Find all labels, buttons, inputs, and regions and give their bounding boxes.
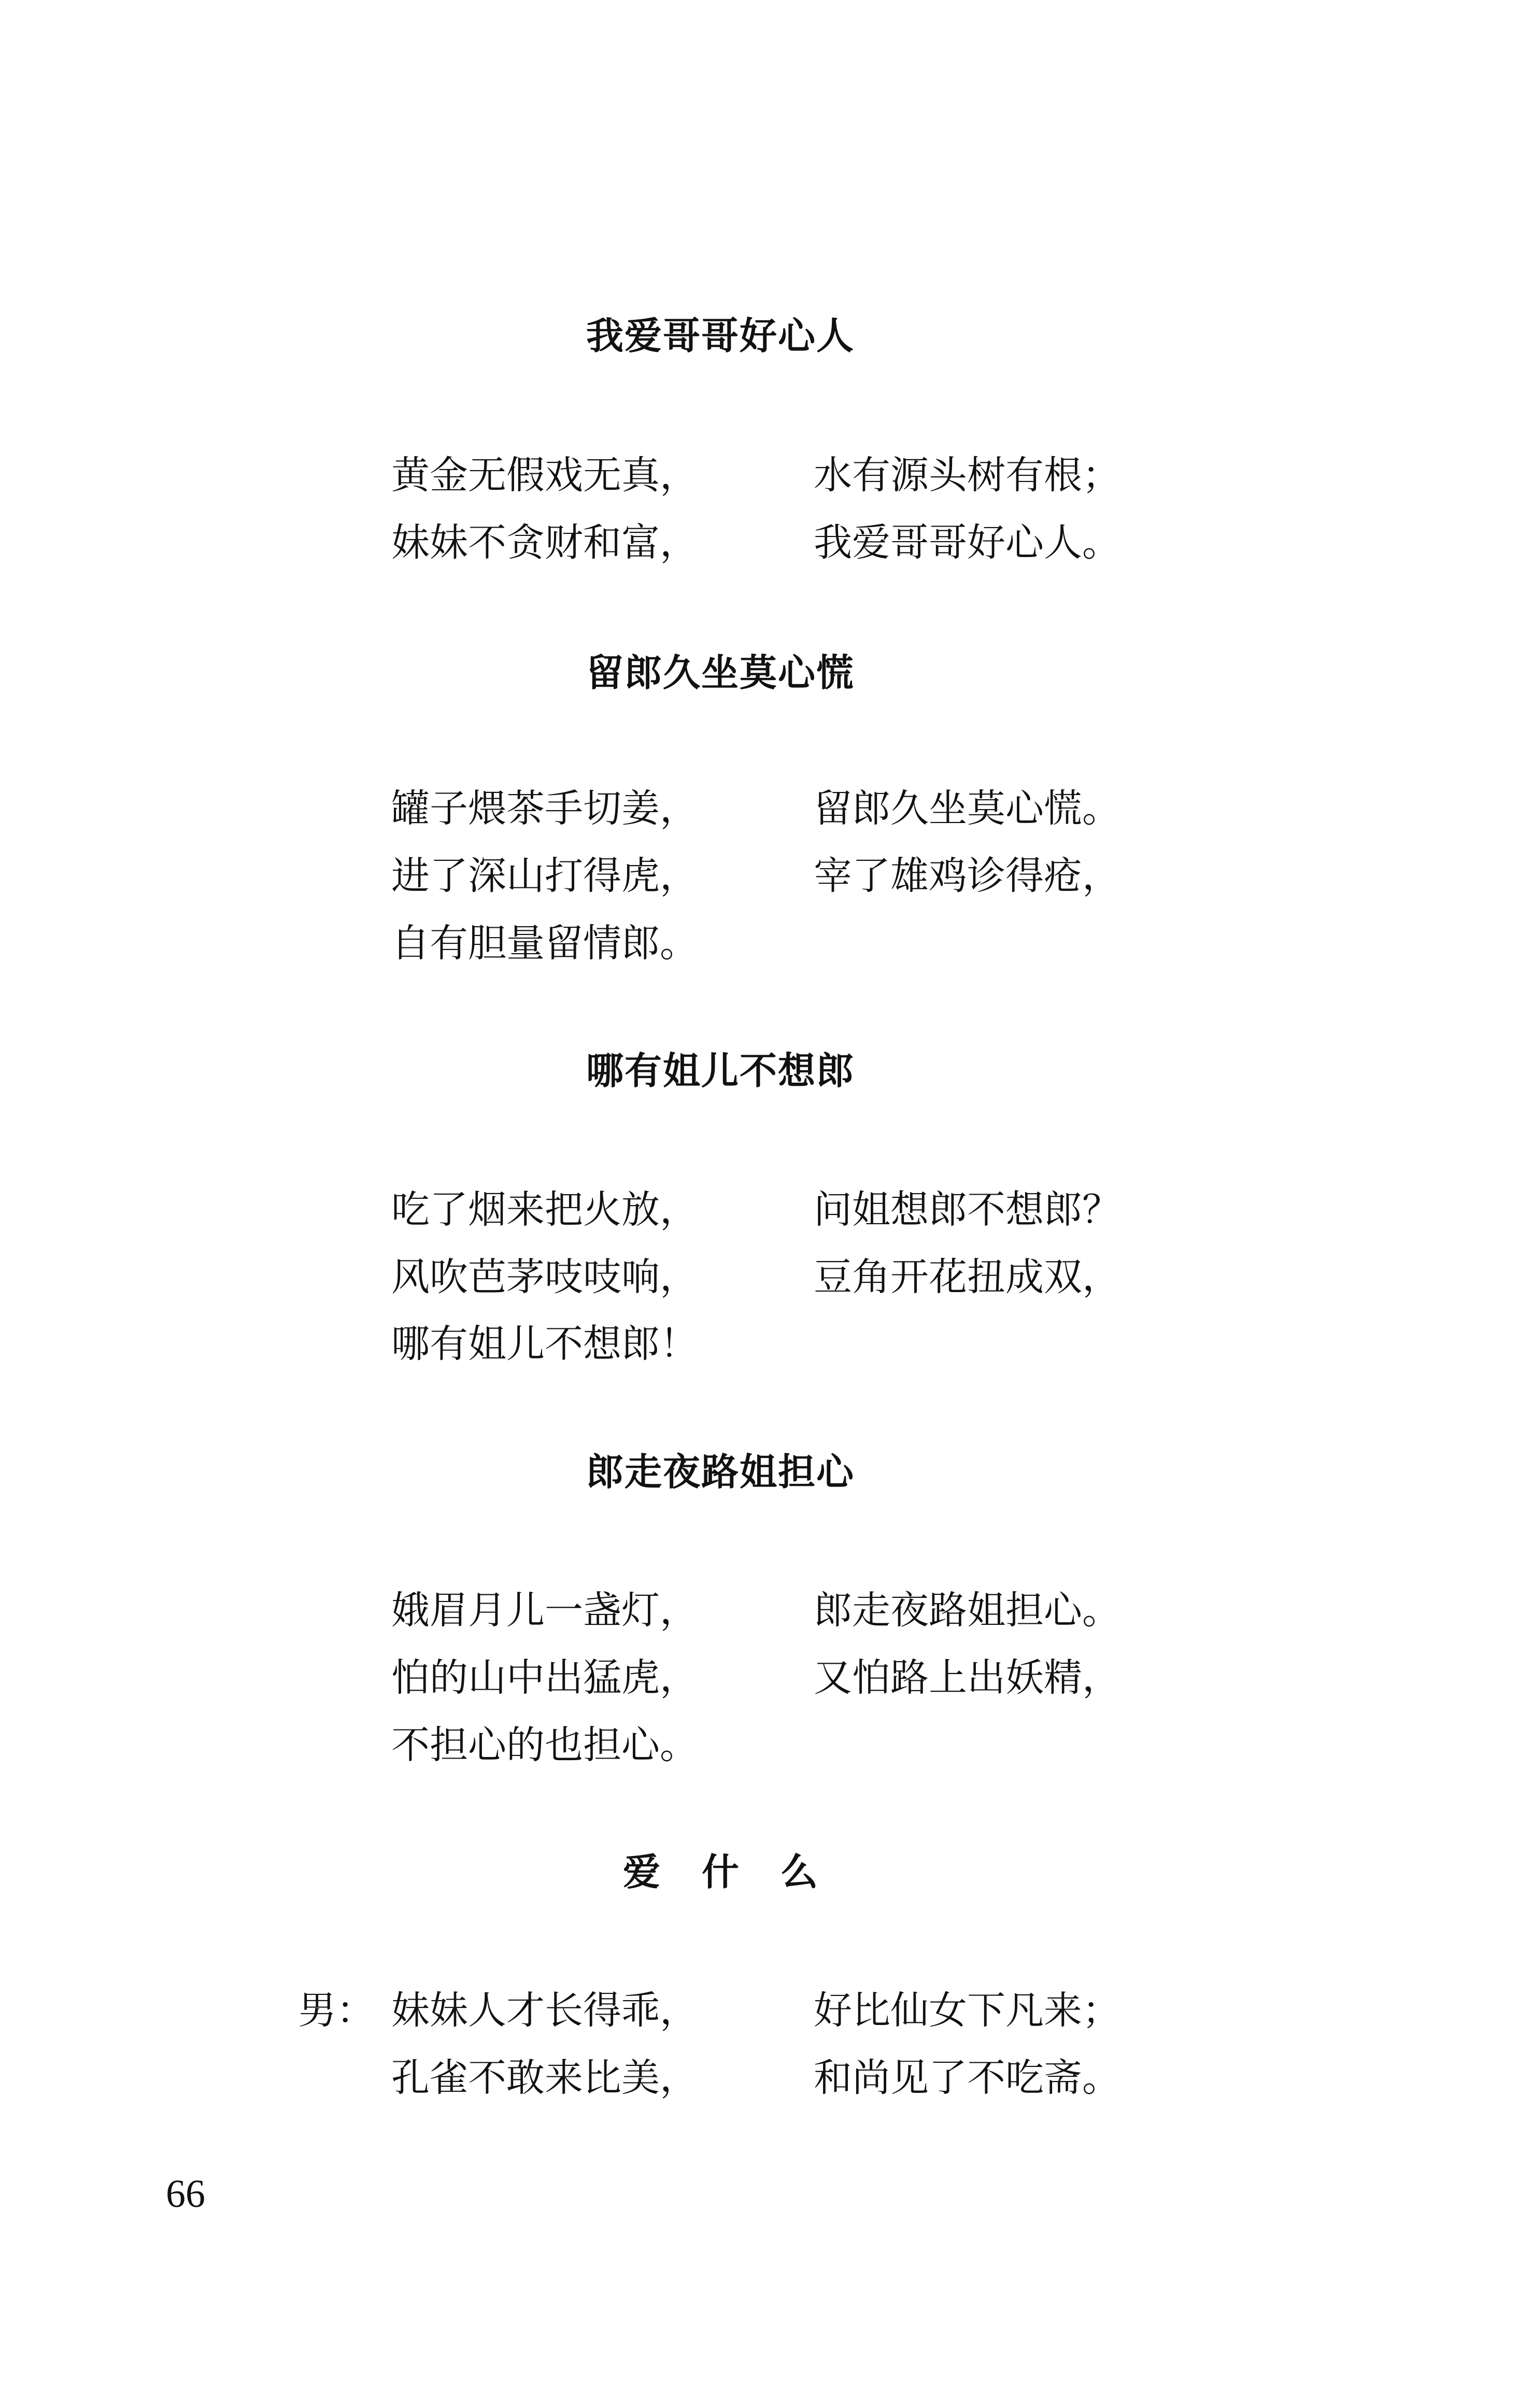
poem-title: 哪有姐儿不想郎 [586, 1049, 855, 1093]
verse-line: 孔雀不敢来比美， [391, 2056, 698, 2100]
poem-title: 留郎久坐莫心慌 [586, 651, 855, 695]
poem-title: 我爱哥哥好心人 [586, 314, 855, 358]
verse-line: 又怕路上出妖精， [814, 1655, 1120, 1700]
page-number: 66 [166, 2172, 205, 2216]
verse-line: 进了深山打得虎， [391, 854, 698, 898]
verse-line: 妹妹人才长得乖， [391, 1988, 698, 2033]
speaker-label: 男： [298, 1988, 375, 2033]
verse-line: 风吹芭茅吱吱响， [391, 1255, 698, 1299]
poem-title: 爱什么 [622, 1850, 859, 1894]
verse-line: 郎走夜路姐担心。 [814, 1588, 1120, 1633]
verse-line: 水有源头树有根； [814, 453, 1120, 498]
verse-line: 罐子煨茶手切姜， [391, 786, 698, 831]
verse-line: 和尚见了不吃斋。 [814, 2056, 1120, 2100]
verse-line: 不担心的也担心。 [391, 1723, 698, 1767]
verse-line: 宰了雄鸡诊得疮， [814, 854, 1120, 898]
verse-line: 黄金无假戏无真， [391, 453, 698, 498]
verse-line: 哪有姐儿不想郎！ [391, 1322, 698, 1366]
verse-line: 娥眉月儿一盏灯， [391, 1588, 698, 1633]
verse-line: 吃了烟来把火放， [391, 1187, 698, 1232]
verse-line: 怕的山中出猛虎， [391, 1655, 698, 1700]
verse-line: 妹妹不贪财和富， [391, 520, 698, 565]
verse-line: 好比仙女下凡来； [814, 1988, 1120, 2033]
verse-line: 留郎久坐莫心慌。 [814, 786, 1120, 831]
verse-line: 我爱哥哥好心人。 [814, 520, 1120, 565]
verse-line: 自有胆量留情郎。 [391, 921, 698, 966]
verse-line: 问姐想郎不想郎？ [814, 1187, 1120, 1232]
poem-title: 郎走夜路姐担心 [586, 1450, 855, 1494]
verse-line: 豆角开花扭成双， [814, 1255, 1120, 1299]
